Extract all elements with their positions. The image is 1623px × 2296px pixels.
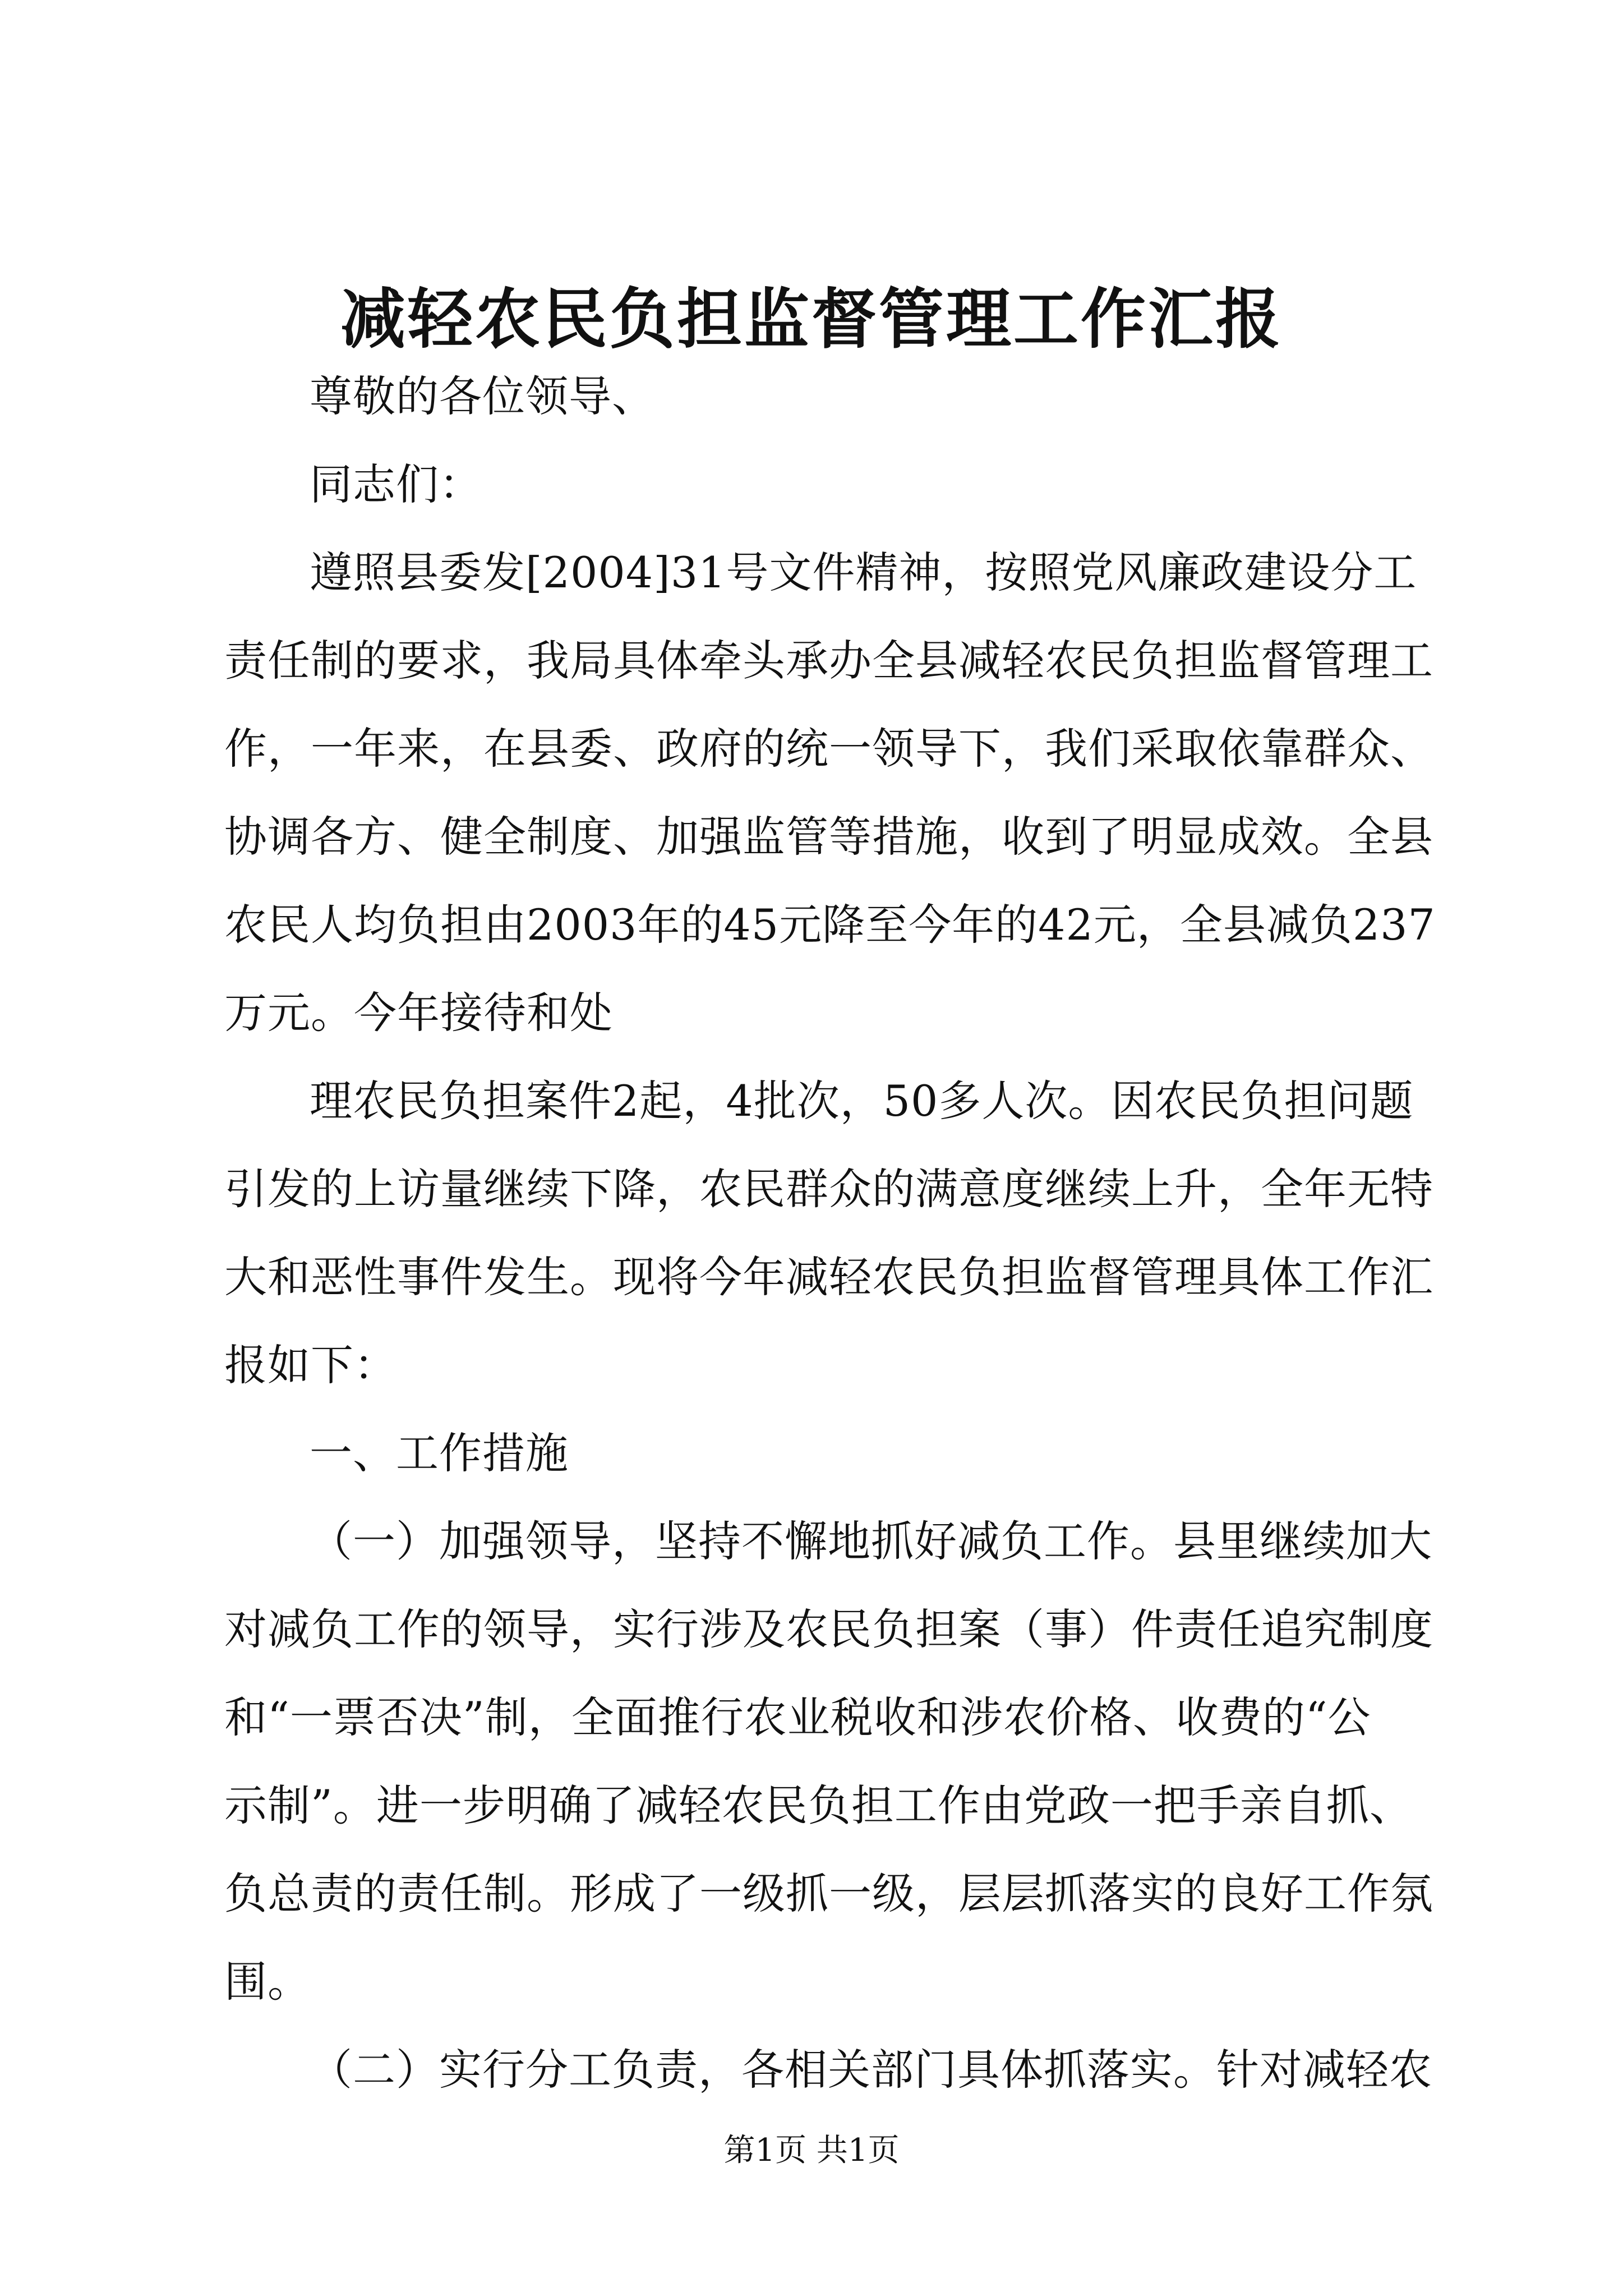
- text-line: 理农民负担案件2起，4批次，50多人次。因农民负担问题: [310, 1076, 1414, 1126]
- text-line: 作，一年来，在县委、政府的统一领导下，我们采取依靠群众、: [224, 724, 1433, 774]
- salutation-paragraph: [224, 352, 1402, 440]
- text-line: 报如下：: [224, 1340, 397, 1390]
- body-paragraph: [224, 1497, 1433, 2026]
- text-line: 负总责的责任制。形成了一级抓一级，层层抓落实的良好工作氛: [224, 1869, 1433, 1918]
- text-line: 农民人均负担由2003年的45元降至今年的42元，全县减负237: [224, 900, 1436, 950]
- text-line: 一、工作措施: [310, 1428, 569, 1478]
- body-paragraph: [224, 2026, 1432, 2114]
- salutation-paragraph: [224, 440, 1402, 528]
- document-title: 减轻农民负担监督管理工作汇报: [340, 281, 1283, 357]
- page-footer: 第1页 共1页: [723, 2132, 900, 2169]
- text-line: 和“一票否决”制，全面推行农业税收和涉农价格、收费的“公: [224, 1692, 1371, 1742]
- body-paragraph: [224, 1057, 1433, 1409]
- text-line: 大和恶性事件发生。现将今年减轻农民负担监督管理具体工作汇: [224, 1252, 1433, 1302]
- text-line: 尊敬的各位领导、: [310, 371, 655, 421]
- text-line: （二）实行分工负责，各相关部门具体抓落实。针对减轻农: [310, 2045, 1432, 2095]
- text-line: 围。: [224, 1957, 311, 2007]
- text-line: 遵照县委发[2004]31号文件精神，按照党风廉政建设分工: [310, 547, 1417, 597]
- text-line: 同志们：: [310, 459, 482, 509]
- text-line: （一）加强领导，坚持不懈地抓好减负工作。县里继续加大: [310, 1516, 1432, 1566]
- text-line: 协调各方、健全制度、加强监管等措施，收到了明显成效。全县: [224, 812, 1433, 862]
- text-line: 示制”。进一步明确了减轻农民负担工作由党政一把手亲自抓、: [224, 1780, 1413, 1830]
- text-line: 引发的上访量继续下降，农民群众的满意度继续上升，全年无特: [224, 1164, 1433, 1214]
- document-body: [224, 352, 1436, 2114]
- text-line: 责任制的要求，我局具体牵头承办全县减轻农民负担监督管理工: [224, 636, 1433, 685]
- body-paragraph: [224, 528, 1436, 1057]
- text-line: 万元。今年接待和处: [224, 988, 613, 1038]
- section-heading: [224, 1409, 1402, 1497]
- text-line: 对减负工作的领导，实行涉及农民负担案（事）件责任追究制度: [224, 1604, 1433, 1654]
